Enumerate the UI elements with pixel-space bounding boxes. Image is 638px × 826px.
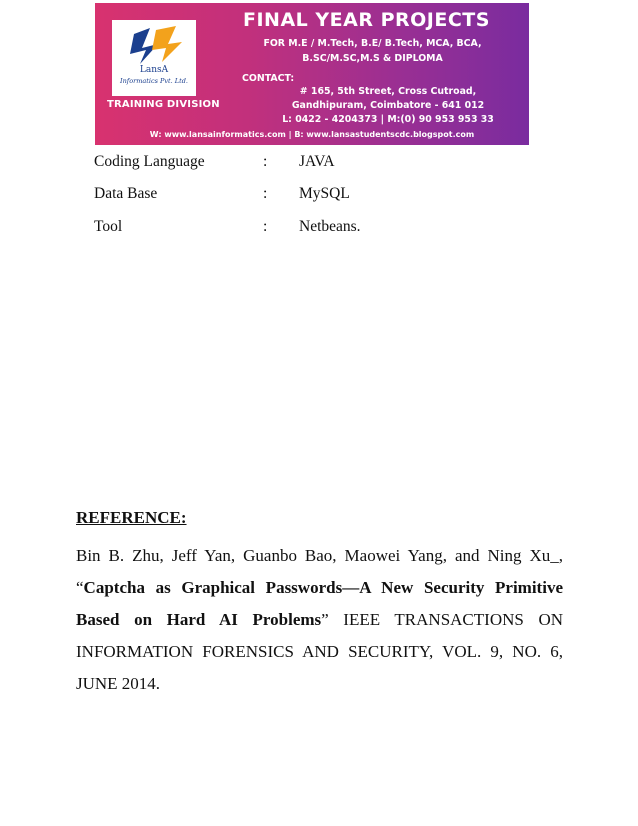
courses-line-1: FOR M.E / M.Tech, B.E/ B.Tech, MCA, BCA, [263,38,482,49]
spec-label: Data Base [94,185,158,202]
address-line-2: Gandhipuram, Coimbatore - 641 012 [291,100,485,111]
reference-venue: ” IEEE TRANSACTIONS ON INFORMATION FORENSICS AND SECURITY, VOL. 9, NO. 6, JUNE 2014. [76,610,563,693]
logo-name: LansA [139,65,169,75]
reference-heading: REFERENCE: [76,508,187,527]
reference-citation [76,540,563,700]
courses-line-2: B.SC/M.SC,M.S & DIPLOMA [302,53,443,64]
training-division-label: TRAINING DIVISION [107,99,220,110]
banner-headline: FINAL YEAR PROJECTS [243,9,490,31]
phone-line: L: 0422 - 4204373 | M:(0) 90 953 953 33 [282,114,494,125]
spec-separator: : [263,218,268,235]
header-banner [95,3,529,145]
spec-value: Netbeans. [299,218,361,235]
website-line: W: www.lansainformatics.com | B: www.lansastudentscdc.blogspot.com [149,130,475,139]
spec-label: Tool [94,218,123,235]
spec-value: JAVA [299,153,335,170]
spec-separator: : [263,185,268,202]
address-line-1: # 165, 5th Street, Cross Cutroad, [299,86,477,97]
logo-subtitle: Informatics Pvt. Ltd. [120,77,188,85]
reference-authors: Bin B. Zhu, Jeff Yan, Guanbo Bao, Maowei Yang, and Ning Xu_, “ [76,546,563,597]
reference-title: Captcha as Graphical Passwords—A New Security Primitive Based on Hard AI Problems [76,578,563,629]
courses-text [230,36,515,66]
spec-label: Coding Language [94,153,205,170]
spec-value: MySQL [299,185,350,202]
spec-separator: : [263,153,268,170]
contact-label: CONTACT: [242,73,295,84]
company-logo [112,20,196,96]
